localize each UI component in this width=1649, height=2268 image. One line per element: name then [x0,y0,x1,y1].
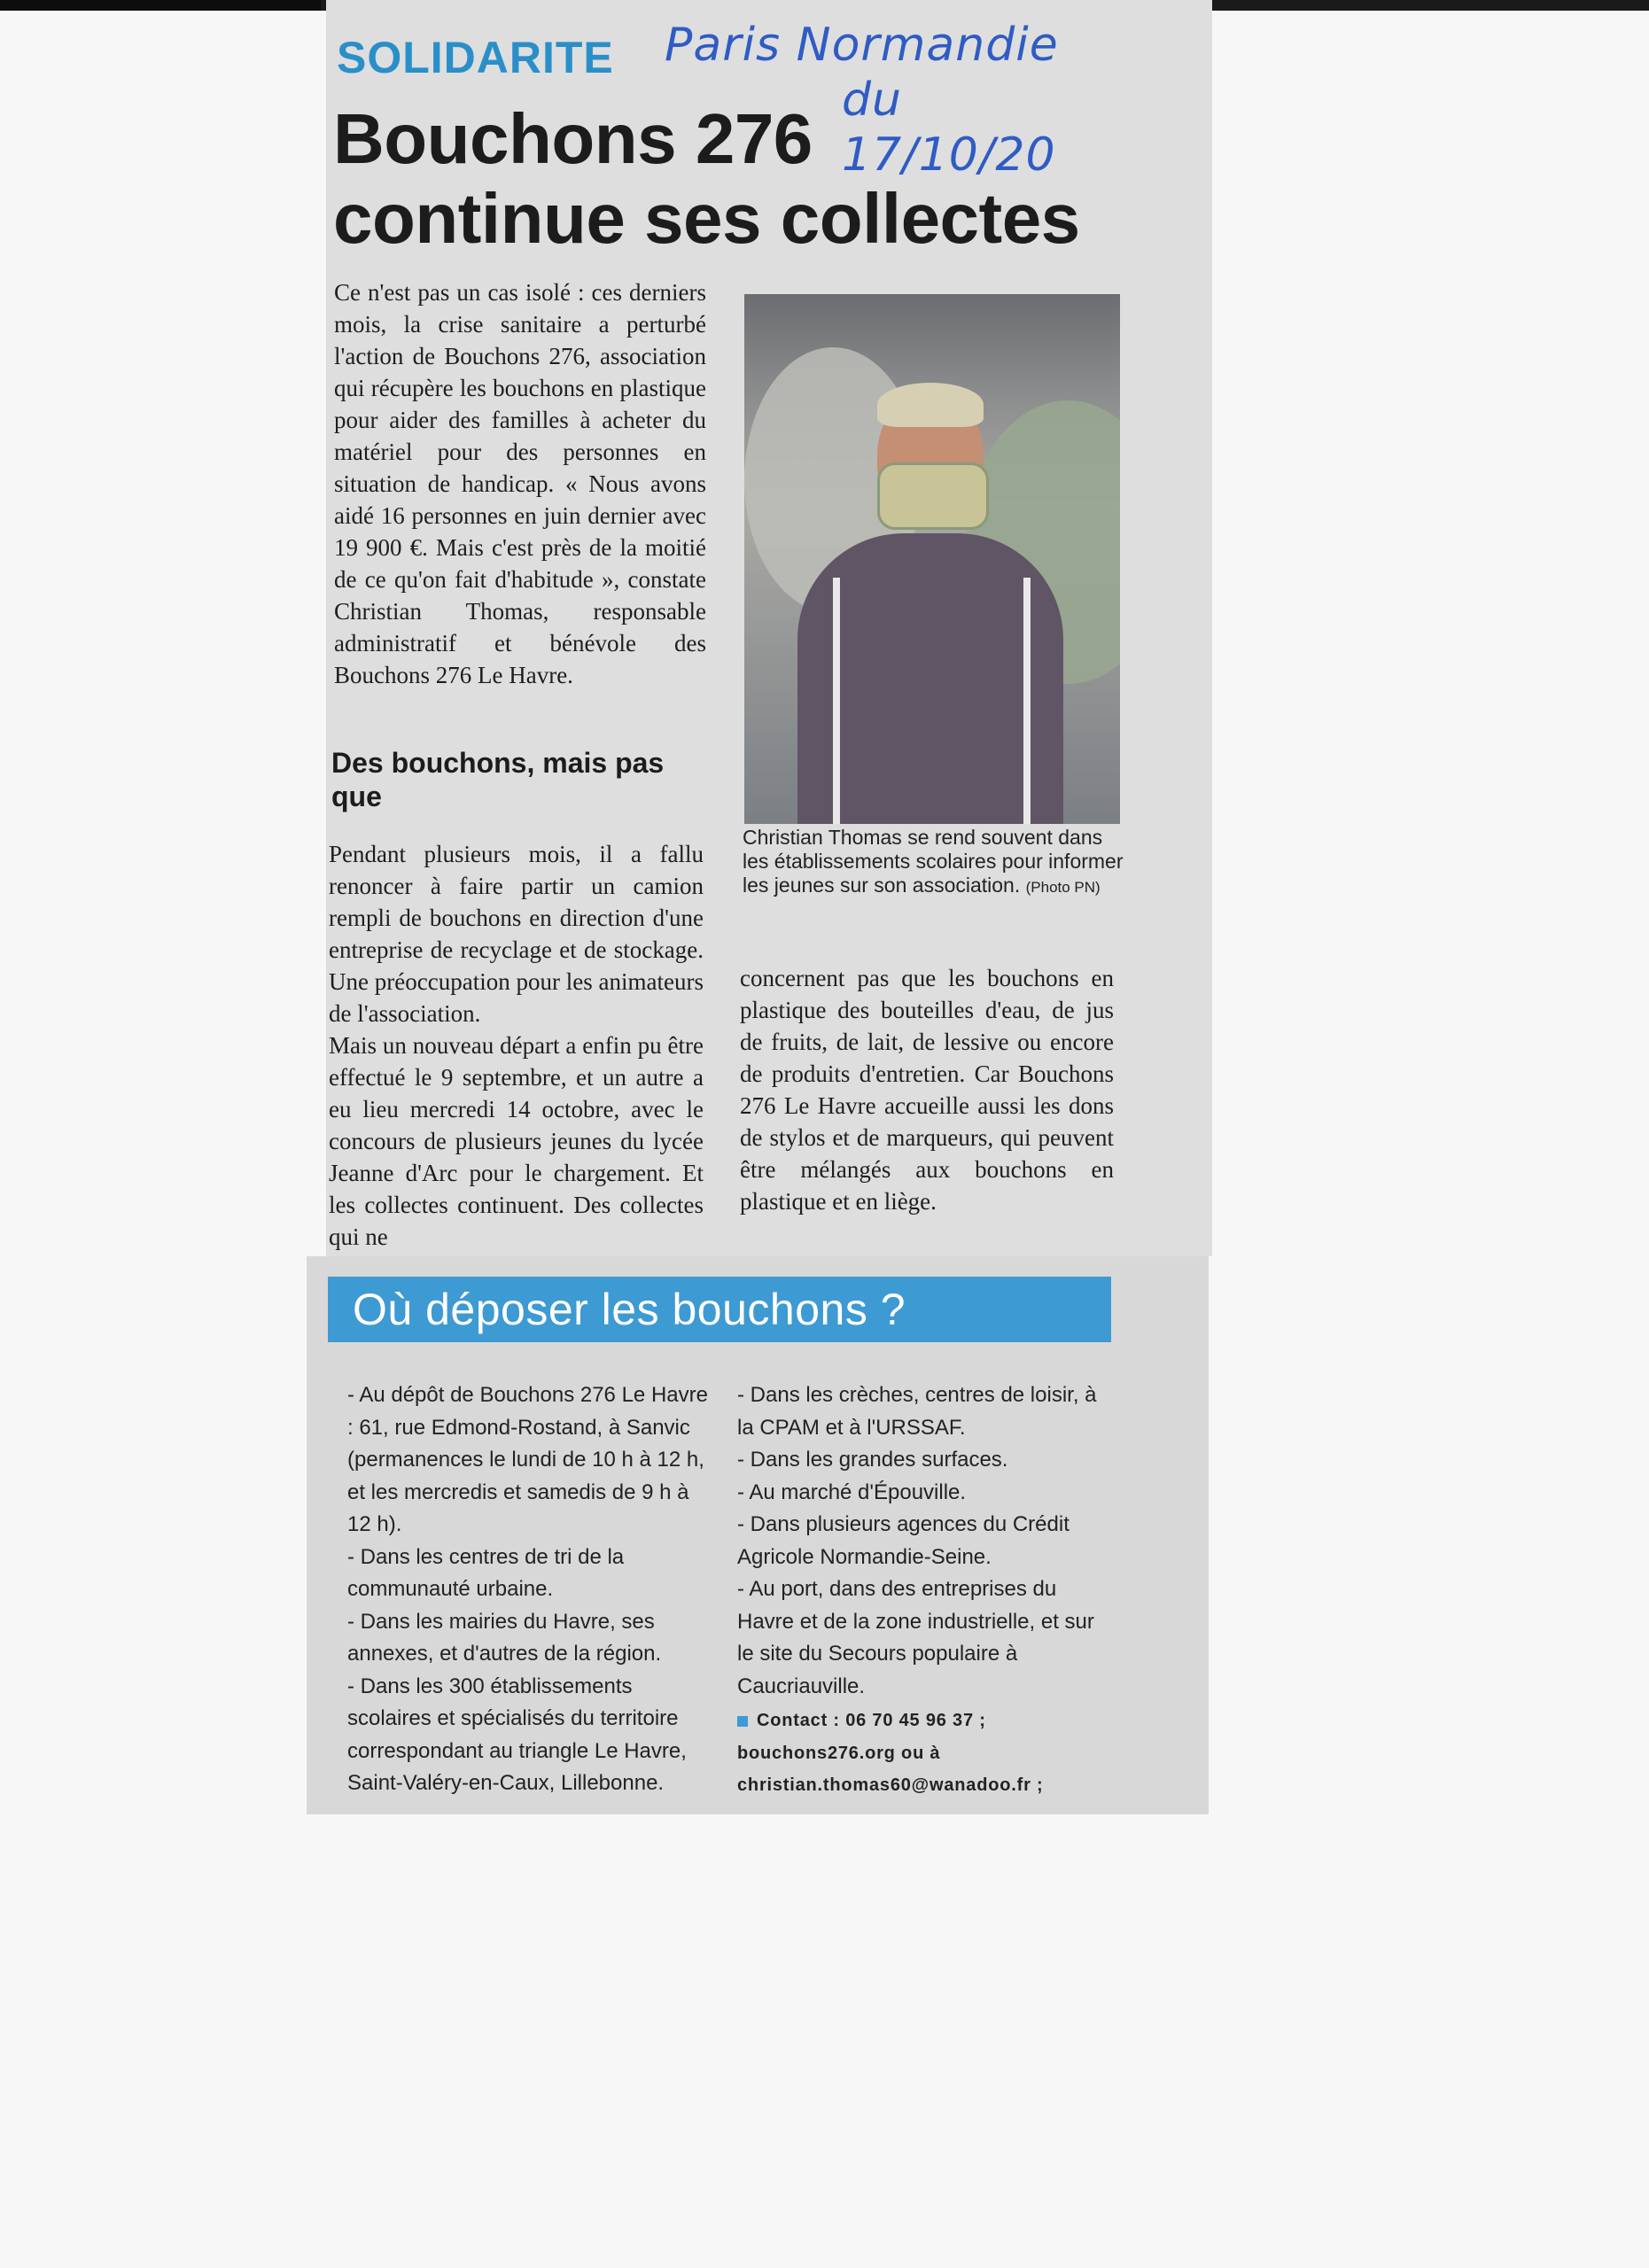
contact-line [737,1705,1109,1802]
list-item: - Dans plusieurs agences du Crédit Agricole Normandie-Seine. [737,1512,1070,1569]
photo-person-hair [877,383,984,427]
body-column-right [740,962,1114,1217]
caption-text: Christian Thomas se rend souvent dans les établissements scolaires pour informer les jeunes sur son association. [743,826,1124,897]
photo-credit: (Photo PN) [1025,879,1101,896]
list-item: - Dans les crèches, centres de loisir, à la CPAM et à l'URSSAF. [737,1383,1097,1440]
photo-face-mask [877,462,989,530]
contact-text: Contact : 06 70 45 96 37 ; bouchons276.org ou à christian.thomas60@wanadoo.fr ; [737,1711,1044,1795]
article-subheading: Des bouchons, mais pas que [331,747,665,812]
info-box-right-column [737,1379,1109,1802]
body-paragraph-2: Mais un nouveau départ a enfin pu être effectué le 9 septembre, et un autre a eu lieu mercredi 14 octobre, avec le concours de plusieurs jeunes du lycée Jeanne d'Arc pour le chargement. Et les collectes continuent. Des collectes qui ne [329,1032,704,1250]
bullet-square-icon [737,1716,748,1727]
headline-line-2: continue ses collectes [333,179,1080,258]
list-item: - Au marché d'Épouville. [737,1480,967,1504]
list-item: - Au port, dans des entreprises du Havre et de la zone industrielle, et sur le site du Secours populaire à Caucriauville. [737,1577,1094,1698]
list-item: - Dans les 300 établissements scolaires et spécialisés du territoire correspondant au triangle Le Havre, Saint-Valéry-en-Caux, Lillebonne. [347,1674,687,1795]
list-item: - Au dépôt de Bouchons 276 Le Havre : 61, rue Edmond-Rostand, à Sanvic (permanences le lundi de 10 h à 12 h, et les mercredis et samedis de 9 h à 12 h). [347,1383,708,1536]
article-headline [333,99,1131,259]
intro-column [334,276,706,691]
info-box-title: Où déposer les bouchons ? [328,1277,1111,1342]
list-item: - Dans les centres de tri de la communauté urbaine. [347,1544,625,1601]
scanner-corner [0,0,321,11]
photo-shirt-stripe [833,578,840,824]
body-paragraph-1: Pendant plusieurs mois, il a fallu renoncer à faire partir un camion rempli de bouchons en direction d'une entreprise de recyclage et de stockage. Une préoccupation pour les animateurs de l'association. [329,841,704,1027]
handwritten-line-2: du 17/10/20 [842,74,1056,182]
headline-line-1: Bouchons 276 [333,99,813,178]
intro-paragraph: Ce n'est pas un cas isolé : ces derniers mois, la crise sanitaire a perturbé l'action de Bouchons 276, association qui récupère les bouchons en plastique pour aider des familles à acheter du matériel pour des personnes en situation de handicap. « Nous avons aidé 16 personnes en juin dernier avec 19 900 €. Mais c'est près de la moitié de ce qu'on fait d'habitude », constate Christian Thomas, responsable administratif et bénévole des Bouchons 276 Le Havre. [334,279,706,688]
section-rubric: SOLIDARITE [337,33,614,82]
photo-caption [743,826,1132,899]
list-item: - Dans les grandes surfaces. [737,1448,1008,1472]
photo-shirt-stripe [1023,578,1031,824]
list-item: - Dans les mairies du Havre, ses annexes, et d'autres de la région. [347,1609,662,1666]
body-paragraph-3: concernent pas que les bouchons en plastique des bouteilles d'eau, de jus de fruits, de lait, de lessive ou encore de produits d'entretien. Car Bouchons 276 Le Havre accueille aussi les dons de stylos et de marqueurs, qui peuvent être mélangés aux bouchons en plastique et en liège. [740,965,1114,1215]
info-box-left-column [347,1379,711,1800]
body-column-left [329,838,704,1253]
handwritten-line-1: Paris Normandie [665,19,1059,72]
article-photo [744,294,1120,824]
